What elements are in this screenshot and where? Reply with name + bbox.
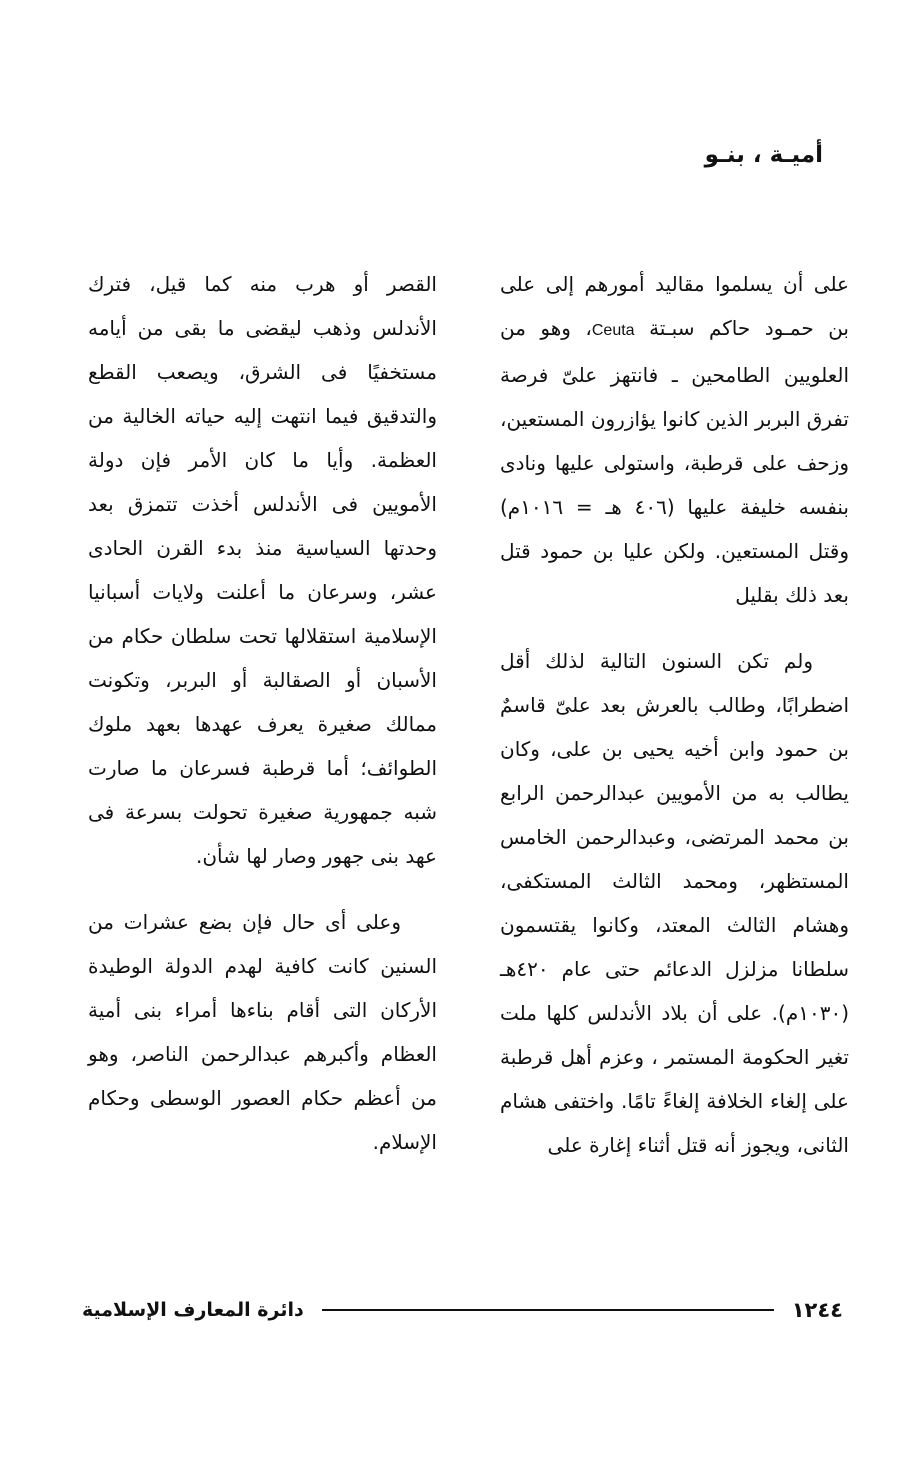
right-column-paragraph-2: ولم تكن السنون التالية لذلك أقل اضطرابًا، وطالب بالعرش بعد علىّ قاسمٌ بن حمود وابن أخيه يحيى بن على، وكان يطالب به من الأمويين عبدالرحمن الرابع بن محمد المرتضى، وعبدالرحمن الخامس المستظهر، ومحمد الثالث المستكفى، وهشام الثالث المعتد، وكانوا يقتسمون سلطانا مزلزل الدعائم حتى عام ٤٢٠هـ (١٠٣٠م). على أن بلاد الأندلس كلها ملت تغير الحكومة المستمر ، وعزم أهل قرطبة على إلغاء الخلافة إلغاءً تامًا. واختفى هشام الثانى، ويجوز أنه قتل أثناء إغارة على: [500, 649, 849, 1157]
left-column-paragraph-1: القصر أو هرب منه كما قيل، فترك الأندلس وذهب ليقضى ما بقى من أيامه مستخفيًا فى الشرق، ويصعب القطع والتدقيق فيما انتهت إليه حياته الخالية من العظمة. وأيا ما كان الأمر فإن دولة الأمويين فى الأندلس أخذت تتمزق بعد وحدتها السياسية منذ بدء القرن الحادى عشر، وسرعان ما أعلنت ولايات أسبانيا الإسلامية استقلالها تحت سلطان حكام من الأسبان أو الصقالبة أو البربر، وتكونت ممالك صغيرة يعرف عهدها بعهد ملوك الطوائف؛ أما قرطبة فسرعان ما صارت شبه جمهورية صغيرة تحولت بسرعة فى عهد بنى جهور وصار لها شأن.: [88, 272, 437, 868]
latin-term: Ceuta: [591, 322, 635, 339]
left-text-column: [88, 262, 437, 1164]
left-column-paragraph-2: وعلى أى حال فإن بضع عشرات من السنين كانت كافية لهدم الدولة الوطيدة الأركان التى أقام بناءها أمراء بنى أمية العظام وأكبرهم عبدالرحمن الناصر، وهو من أعظم حكام العصور الوسطى وحكام الإسلام.: [88, 910, 437, 1154]
running-header: أميـة ، بنـو: [704, 142, 823, 168]
paragraph-text-segment: على أن يسلموا مقاليد أمورهم إلى على بن حمـود حاكم سبـتة: [500, 272, 849, 340]
paragraph-text-segment: ، وهو من العلويين الطامحين ـ فانتهز علىّ فرصة تفرق البربر الذين كانوا يؤازرون المستعين، وزحف على قرطبة، واستولى عليها ونادى بنفسه خليفة عليها (٤٠٦ هـ = ١٠١٦م) وقتل المستعين. ولكن عليا بن حمود قتل بعد ذلك بقليل: [500, 316, 849, 607]
page-footer: [82, 1290, 843, 1330]
page-number: ١٢٤٤: [791, 1298, 843, 1322]
footer-publication-title: دائرة المعارف الإسلامية: [82, 1299, 304, 1321]
footer-rule: [322, 1309, 774, 1311]
right-column-paragraph-1: [500, 262, 849, 617]
right-text-column: [500, 262, 849, 1167]
